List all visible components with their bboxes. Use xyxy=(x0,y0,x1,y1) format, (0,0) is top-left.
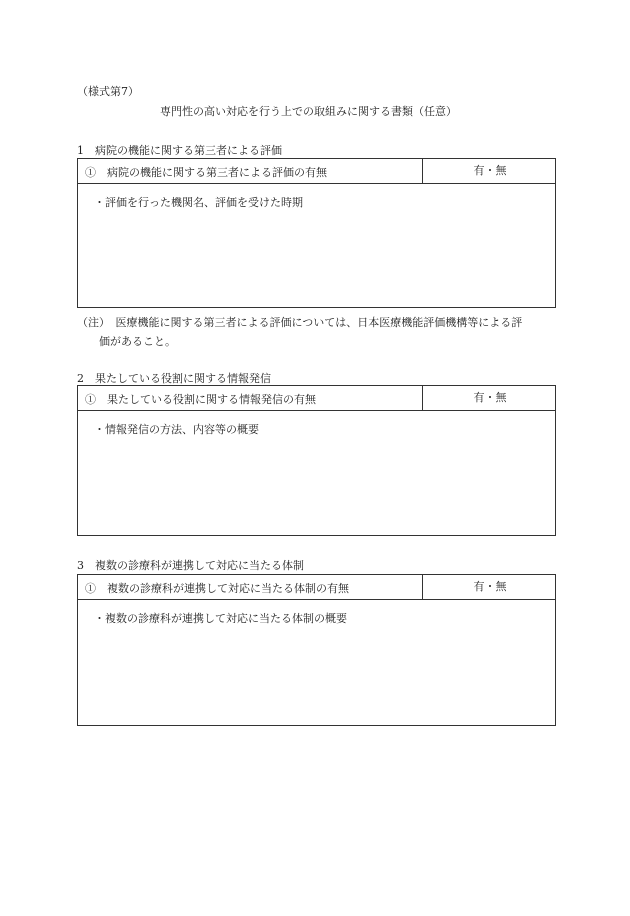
section-2-question: ① 果たしている役割に関する情報発信の有無 xyxy=(85,393,316,406)
section-2-detail: ・情報発信の方法、内容等の概要 xyxy=(94,423,259,436)
note xyxy=(77,313,559,351)
section-3-detail: ・複数の診療科が連携して対応に当たる体制の概要 xyxy=(94,612,347,625)
section-1-question: ① 病院の機能に関する第三者による評価の有無 xyxy=(85,166,327,179)
section-3-heading: 3 複数の診療科が連携して対応に当たる体制 xyxy=(77,559,304,572)
section-1-table-header xyxy=(78,159,555,184)
section-2-table-header xyxy=(78,386,555,411)
section-3-table xyxy=(77,574,556,726)
section-2-answer-cell: 有・無 xyxy=(422,386,557,410)
section-1-answer-cell: 有・無 xyxy=(422,159,557,183)
note-line-1: （注） 医療機能に関する第三者による評価については、日本医療機能評価機構等による評 xyxy=(77,316,523,329)
note-line-2: 価があること。 xyxy=(99,335,176,348)
document-title: 専門性の高い対応を行う上での取組みに関する書類（任意） xyxy=(160,105,457,118)
section-3-question: ① 複数の診療科が連携して対応に当たる体制の有無 xyxy=(85,582,349,595)
section-3-table-header xyxy=(78,575,555,600)
section-1-table xyxy=(77,158,556,308)
section-2-heading: 2 果たしている役割に関する情報発信 xyxy=(77,372,271,385)
section-1-heading: 1 病院の機能に関する第三者による評価 xyxy=(77,144,282,157)
section-1-detail: ・評価を行った機関名、評価を受けた時期 xyxy=(94,196,303,209)
form-number: （様式第7） xyxy=(77,85,139,98)
section-2-table xyxy=(77,385,556,536)
section-3-answer-cell: 有・無 xyxy=(422,575,557,599)
